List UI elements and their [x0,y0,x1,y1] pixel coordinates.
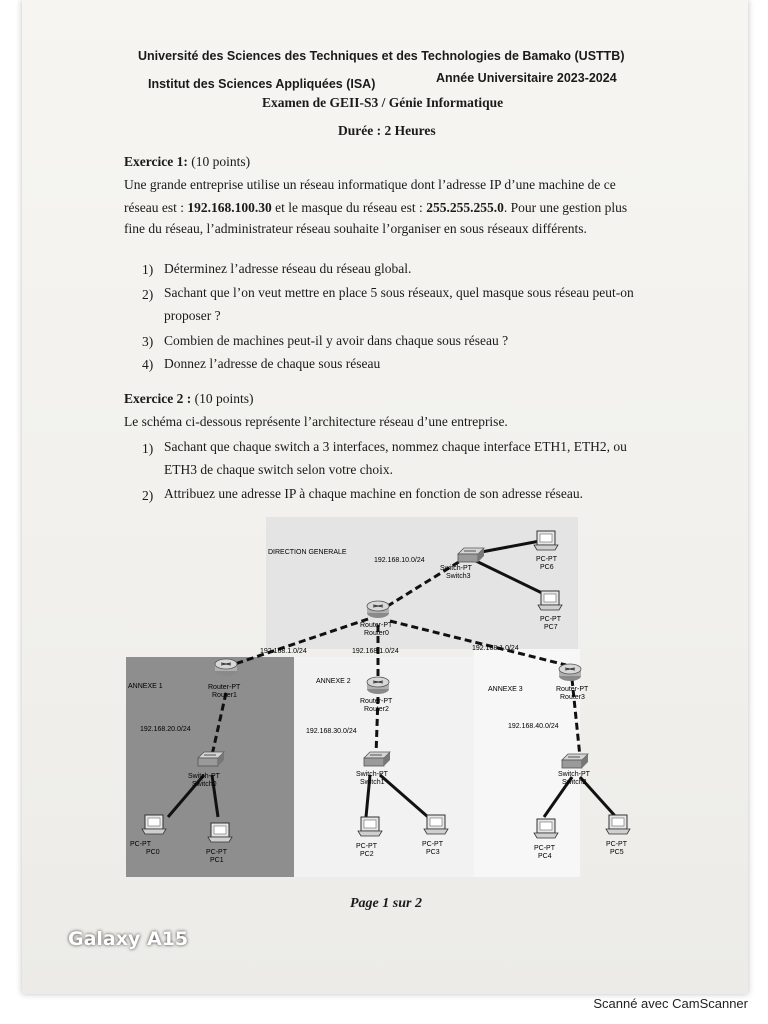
switch3-name: Switch3 [446,573,471,580]
switch0-name: Switch0 [192,781,217,788]
label-net-annexe2: 192.168.30.0/24 [306,728,357,735]
ex2-question2: Attribuez une adresse IP à chaque machine en fonction de son adresse réseau. [164,486,583,501]
ex1-para-line2 [124,199,627,217]
label-zone-annexe2: ANNEXE 2 [316,678,351,685]
ex1-q1-number: 1) [142,262,154,277]
ex2-q2-number: 2) [142,488,154,503]
pc1-name: PC1 [210,857,224,864]
pc4-type: PC-PT [534,845,555,852]
exam-title: Examen de GEII-S3 / Génie Informatique [262,95,504,110]
pc7-icon [538,591,562,610]
label-net-link-a2: 192.168.1.0/24 [352,648,399,655]
pc4-name: PC4 [538,853,552,860]
switch2-icon [562,754,588,768]
pc3-type: PC-PT [422,841,443,848]
router0-name: Router0 [364,630,389,637]
ex1-question2-line2: proposer ? [164,308,221,323]
router3-type: Router-PT [556,686,589,693]
router0-type: Router-PT [360,622,393,629]
ex2-intro: Le schéma ci-dessous représente l’architecture réseau d’une entreprise. [124,414,508,429]
switch2-type: Switch-PT [558,771,590,778]
exercise1-title: Exercice 1: [124,154,188,169]
pc5-name: PC5 [610,849,624,856]
router2-icon [367,677,389,694]
label-net-annexe1: 192.168.20.0/24 [140,726,191,733]
ex1-question3: Combien de machines peut-il y avoir dans chaque sous réseau ? [164,333,509,348]
pc3-name: PC3 [426,849,440,856]
pc1-type: PC-PT [206,849,227,856]
university-name: Université des Sciences des Techniques et des Technologies de Bamako (USTTB) [138,49,625,63]
ex1-network-mask: 255.255.255.0 [426,200,504,215]
pc0-name: PC0 [146,849,160,856]
exercise2-points: (10 points) [194,391,254,406]
label-net-link-a3: 192.168.1.0/24 [472,645,519,652]
switch1-name: Switch1 [360,779,385,786]
router3-name: Router3 [560,694,585,701]
router0-icon [367,601,389,618]
pc7-name: PC7 [544,624,558,631]
router1-name: Router1 [212,692,237,699]
exercise2-title: Exercice 2 : [124,391,192,406]
ex1-ip-address: 192.168.100.30 [187,200,272,215]
router1-type: Router-PT [208,684,241,691]
ex2-question1-line2: ETH3 de chaque switch selon votre choix. [164,462,394,477]
camera-watermark: Galaxy A15 [68,928,189,950]
pc6-type: PC-PT [536,556,557,563]
ex1-q2-number: 2) [142,287,154,302]
pc1-icon [208,823,232,842]
label-net-link-a1: 192.168.1.0/24 [260,648,307,655]
switch2-name: Switch2 [562,779,587,786]
exercise2-heading [124,390,253,408]
exam-duration: Durée : 2 Heures [338,123,436,138]
ex2-q1-number: 1) [142,441,154,456]
pc2-icon [358,817,382,836]
pc2-type: PC-PT [356,843,377,850]
ex1-q4-number: 4) [142,357,154,372]
ex1-question1: Déterminez l’adresse réseau du réseau global. [164,261,412,276]
pc5-type: PC-PT [606,841,627,848]
page-number: Page 1 sur 2 [350,896,422,911]
pc6-icon [534,531,558,550]
exercise1-heading [124,153,250,171]
network-diagram [126,517,627,878]
router3-icon [559,664,581,681]
pc2-name: PC2 [360,851,374,858]
pc7-type: PC-PT [540,616,561,623]
switch1-type: Switch-PT [356,771,388,778]
label-zone-annexe3: ANNEXE 3 [488,686,523,693]
ex1-para-line1: Une grande entreprise utilise un réseau informatique dont l’adresse IP d’une machine de ce [124,177,616,192]
label-net-annexe3: 192.168.40.0/24 [508,723,559,730]
label-zone-dg: DIRECTION GENERALE [268,549,347,556]
ex1-para-text-b: et le masque du réseau est : [271,200,427,215]
academic-year: Année Universitaire 2023-2024 [436,71,617,85]
ex1-para-line3: fine du réseau, l’administrateur réseau souhaite l’organiser en sous réseaux différents. [124,221,587,236]
pc0-icon [142,815,166,834]
router1-icon [215,659,237,676]
router2-name: Router2 [364,706,389,713]
switch0-type: Switch-PT [188,773,220,780]
ex1-question2-line1: Sachant que l’on veut mettre en place 5 sous réseaux, quel masque sous réseau peut-on [164,285,634,300]
router2-type: Router-PT [360,698,393,705]
scanner-credit: Scanné avec CamScanner [593,996,748,1011]
switch3-type: Switch-PT [440,565,472,572]
ex1-q3-number: 3) [142,334,154,349]
pc4-icon [534,819,558,838]
pc0-type: PC-PT [130,841,151,848]
pc3-icon [424,815,448,834]
label-zone-annexe1: ANNEXE 1 [128,683,163,690]
ex1-question4: Donnez l’adresse de chaque sous réseau [164,356,381,371]
label-net-dg: 192.168.10.0/24 [374,557,425,564]
pc5-icon [606,815,630,834]
ex1-para-text-c: . Pour une gestion plus [503,200,628,215]
ex1-para-text-a: réseau est : [124,200,188,215]
ex2-question1-line1: Sachant que chaque switch a 3 interfaces, nommez chaque interface ETH1, ETH2, ou [164,439,627,454]
exercise1-points: (10 points) [191,154,251,169]
pc6-name: PC6 [540,564,554,571]
institute-name: Institut des Sciences Appliquées (ISA) [148,77,376,91]
